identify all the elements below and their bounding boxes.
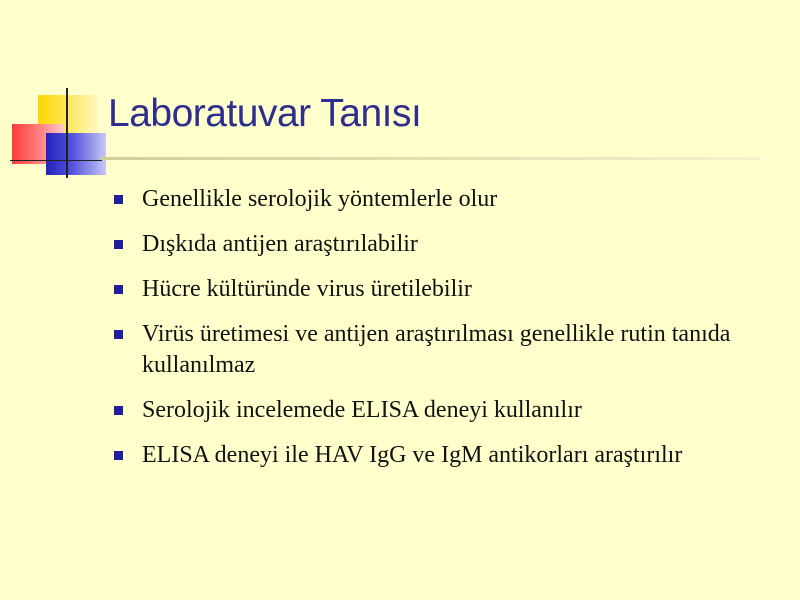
bullet-square-icon bbox=[114, 285, 123, 294]
bullet-item bbox=[110, 440, 790, 471]
bullet-square-icon bbox=[114, 330, 123, 339]
bullet-text: Genellikle serolojik yöntemlerle olur bbox=[142, 186, 498, 212]
bullet-item bbox=[110, 274, 790, 305]
bullet-item bbox=[110, 184, 790, 215]
bullet-item bbox=[110, 395, 790, 426]
title-underline bbox=[100, 157, 760, 160]
bullet-square-icon bbox=[114, 195, 123, 204]
bullet-item bbox=[110, 319, 790, 381]
decorative-vertical-line bbox=[66, 88, 68, 178]
bullet-text: ELISA deneyi ile HAV IgG ve IgM antikorları araştırılır bbox=[142, 442, 683, 468]
bullet-text: Dışkıda antijen araştırılabilir bbox=[142, 231, 418, 257]
bullet-square-icon bbox=[114, 451, 123, 460]
bullet-list bbox=[110, 184, 790, 485]
bullet-text: Virüs üretimesi ve antijen araştırılması genellikle rutin tanıda kullanılmaz bbox=[142, 321, 731, 378]
slide-title: Laboratuvar Tanısı bbox=[108, 92, 422, 135]
bullet-text: Serolojik incelemede ELISA deneyi kullanılır bbox=[142, 397, 582, 423]
bullet-item bbox=[110, 229, 790, 260]
decorative-blue-square bbox=[46, 133, 106, 175]
decorative-horizontal-line bbox=[10, 160, 102, 161]
bullet-square-icon bbox=[114, 406, 123, 415]
bullet-text: Hücre kültüründe virus üretilebilir bbox=[142, 276, 472, 302]
bullet-square-icon bbox=[114, 240, 123, 249]
